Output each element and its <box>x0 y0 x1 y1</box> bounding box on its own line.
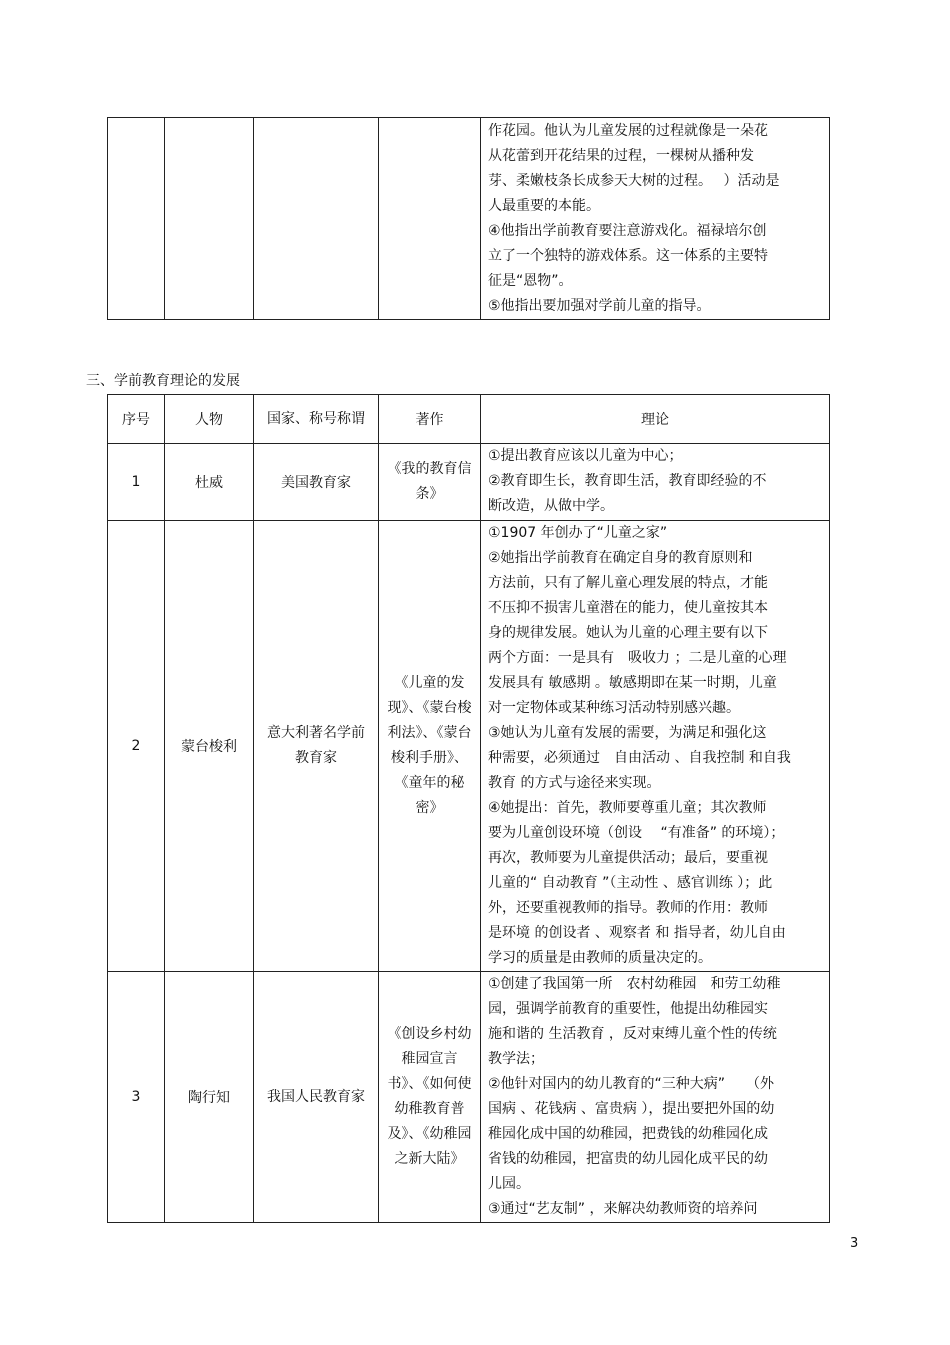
theory-line: 是环境 的创设者 、观察者 和 指导者，幼儿自由 <box>488 925 786 941</box>
theory-line: 征是“恩物”。 <box>488 273 573 289</box>
theory-line: ②他针对国内的幼儿教育的“三种大病” （外 <box>488 1076 775 1092</box>
theory-line: 不压抑不损害儿童潜在的能力，使儿童按其本 <box>488 600 768 616</box>
theory-line: 从花蕾到开花结果的过程，一棵树从播种发 <box>488 148 754 164</box>
header-no: 序号 <box>108 395 165 444</box>
theory-line: 园，强调学前教育的重要性，他提出幼稚园实 <box>488 1001 768 1017</box>
theory-line: 施和谐的 生活教育 ，反对束缚儿童个性的传统 <box>488 1026 777 1042</box>
row-works: 《我的教育信条》 <box>379 444 481 521</box>
theory-development-table <box>107 394 830 1223</box>
theory-line: 外，还要重视教师的指导。教师的作用：教师 <box>488 900 768 916</box>
theory-line: 断改造，从做中学。 <box>488 498 614 514</box>
empty-cell-works <box>379 118 481 320</box>
theory-line: ①提出教育应该以儿童为中心； <box>488 448 683 464</box>
theory-line: 国病 、花钱病 、富贵病 ），提出要把外国的幼 <box>488 1101 775 1117</box>
row-title: 美国教育家 <box>254 444 379 521</box>
row-person: 陶行知 <box>165 972 254 1223</box>
theory-line: 教育 的方式与途径来实现。 <box>488 775 661 791</box>
theory-line: 芽、柔嫩枝条长成参天大树的过程。 ）活动是 <box>488 173 780 189</box>
row-no: 3 <box>108 972 165 1223</box>
theory-line: ⑤他指出要加强对学前儿童的指导。 <box>488 298 711 314</box>
row-no: 2 <box>108 521 165 972</box>
row-person: 蒙台梭利 <box>165 521 254 972</box>
row-no: 1 <box>108 444 165 521</box>
row-works: 《儿童的发现》、《蒙台梭利法》、《蒙台梭利手册》、《童年的秘密》 <box>379 521 481 972</box>
continued-theory-cell <box>481 118 830 320</box>
table-row <box>108 521 830 972</box>
theory-line: ②教育即生长，教育即生活，教育即经验的不 <box>488 473 767 489</box>
theory-line: ④他指出学前教育要注意游戏化。福禄培尔创 <box>488 223 767 239</box>
theory-line: 对一定物体或某种练习活动特别感兴趣。 <box>488 700 740 716</box>
empty-cell-person <box>165 118 254 320</box>
header-theory: 理论 <box>481 395 830 444</box>
theory-line: 儿园。 <box>488 1176 530 1192</box>
row-works: 《创设乡村幼稚园宣言书》、《如何使幼稚教育普及》、《幼稚园之新大陆》 <box>379 972 481 1223</box>
table-row <box>108 444 830 521</box>
theory-line: 方法前，只有了解儿童心理发展的特点，才能 <box>488 575 768 591</box>
row-theory <box>481 972 830 1223</box>
theory-line: 省钱的幼稚园，把富贵的幼儿园化成平民的幼 <box>488 1151 768 1167</box>
row-title: 意大利著名学前教育家 <box>254 521 379 972</box>
theory-line: 稚园化成中国的幼稚园，把费钱的幼稚园化成 <box>488 1126 768 1142</box>
row-theory <box>481 444 830 521</box>
theory-line: ④她提出：首先，教师要尊重儿童；其次教师 <box>488 800 767 816</box>
theory-line: 人最重要的本能。 <box>488 198 600 214</box>
theory-line: 教学法； <box>488 1051 544 1067</box>
empty-cell-no <box>108 118 165 320</box>
theory-line: 再次，教师要为儿童提供活动；最后，要重视 <box>488 850 768 866</box>
table-header-row <box>108 395 830 444</box>
row-theory <box>481 521 830 972</box>
header-works: 著作 <box>379 395 481 444</box>
theory-line: 两个方面：一是具有 吸收力 ；二是儿童的心理 <box>488 650 787 666</box>
theory-line: 立了一个独特的游戏体系。这一体系的主要特 <box>488 248 768 264</box>
theory-line: 作花园。他认为儿童发展的过程就像是一朵花 <box>488 123 768 139</box>
theory-line: 儿童的“ 自动教育 ”（主动性 、感官训练 ）；此 <box>488 875 773 891</box>
section-heading: 三、学前教育理论的发展 <box>86 373 240 389</box>
theory-line: ①1907 年创办了“儿童之家” <box>488 525 668 541</box>
page-number: 3 <box>850 1236 859 1251</box>
continued-table <box>107 117 830 320</box>
header-title: 国家、称号称谓 <box>254 395 379 444</box>
theory-line: ③她认为儿童有发展的需要，为满足和强化这 <box>488 725 767 741</box>
theory-line: 学习的质量是由教师的质量决定的。 <box>488 950 712 966</box>
table-row <box>108 972 830 1223</box>
row-title: 我国人民教育家 <box>254 972 379 1223</box>
theory-line: ②她指出学前教育在确定自身的教育原则和 <box>488 550 753 566</box>
header-person: 人物 <box>165 395 254 444</box>
theory-line: 发展具有 敏感期 。敏感期即在某一时期，儿童 <box>488 675 777 691</box>
theory-line: ①创建了我国第一所 农村幼稚园 和劳工幼稚 <box>488 976 781 992</box>
theory-line: 要为儿童创设环境（创设 “有准备” 的环境）； <box>488 825 785 841</box>
theory-line: 种需要，必须通过 自由活动 、自我控制 和自我 <box>488 750 791 766</box>
theory-line: ③通过“艺友制” ，来解决幼教师资的培养问 <box>488 1201 758 1217</box>
row-person: 杜威 <box>165 444 254 521</box>
theory-line: 身的规律发展。她认为儿童的心理主要有以下 <box>488 625 768 641</box>
empty-cell-title <box>254 118 379 320</box>
